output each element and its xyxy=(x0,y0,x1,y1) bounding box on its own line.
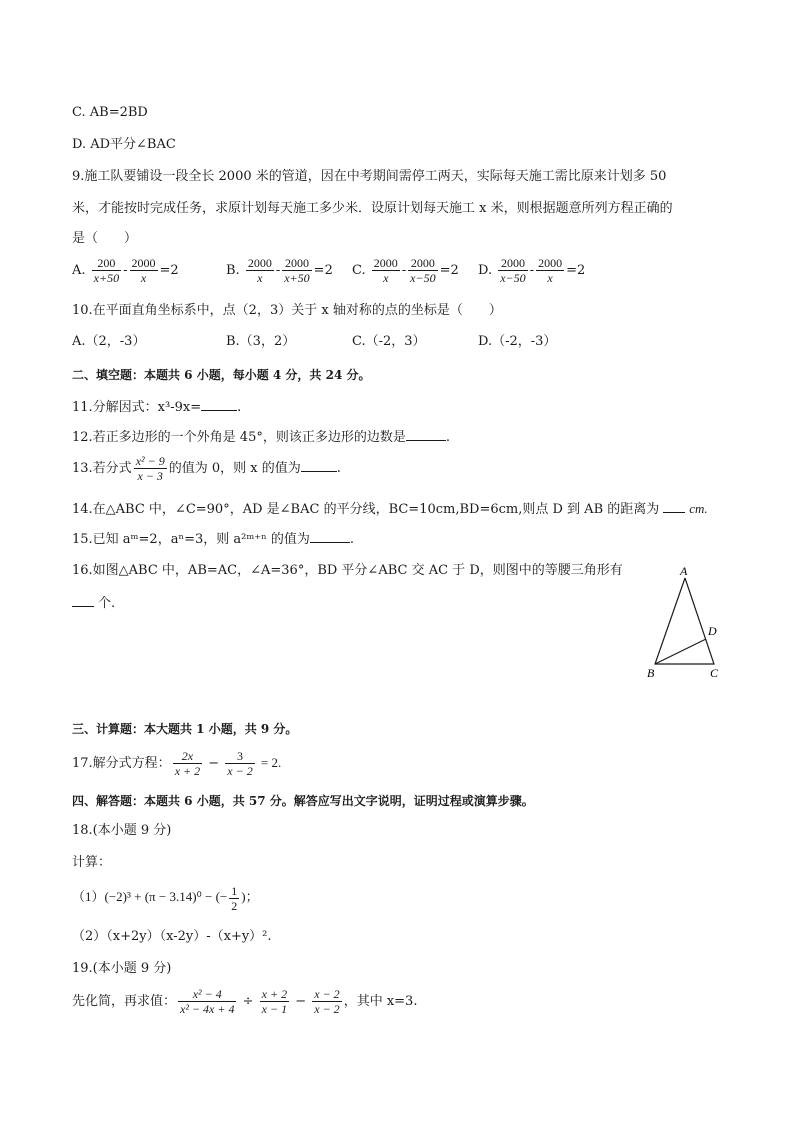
answer-blank xyxy=(663,500,685,513)
triangle-figure xyxy=(640,560,740,685)
fraction: $\frac{x + 2}{x - 1}$ xyxy=(261,987,288,1016)
q14: 14.在△ABC 中，∠C=90°，AD 是∠BAC 的平分线，BC=10cm,BD=6cm,则点 D 到 AB 的距离为 cm. xyxy=(72,501,708,517)
fraction: $\frac{2000}{x-50}$ xyxy=(410,256,436,285)
q16-text-1: 16.如图△ABC 中，AB=AC，∠A=36°，BD 平分∠ABC 交 AC 于 D，则图中的等腰三角形有 xyxy=(72,563,623,578)
fraction: $\frac{\text{x² − 9}}{x - 3}$ xyxy=(135,454,165,483)
vertex-label-c: C xyxy=(710,666,719,680)
q10-option-d: D.（-2，-3） xyxy=(478,334,557,349)
option-label: C. xyxy=(352,263,366,278)
fraction: $\frac{1}{2}$ xyxy=(231,883,238,913)
q9-option-d: D. $\frac{2000}{x-50}$ - $\frac{2000}{x}$ =2 xyxy=(478,256,586,285)
section-2-heading: 二、填空题：本题共 6 小题，每小题 4 分，共 24 分。 xyxy=(72,368,371,382)
answer-blank xyxy=(301,459,337,472)
q19-heading: 19.(本小题 9 分) xyxy=(72,961,172,976)
option-label: B. xyxy=(226,263,240,278)
q12: 12.若正多边形的一个外角是 45°，则该正多边形的边数是 . xyxy=(72,430,450,445)
fraction: $\frac{2000}{x-50}$ xyxy=(500,256,526,285)
fraction: $\frac{2000}{x+50}$ xyxy=(284,256,310,285)
fraction: $\frac{2000}{x}$ xyxy=(373,256,398,285)
fraction: $\frac{2x}{x + 2}$ xyxy=(174,749,201,778)
q16-text-2: 个. xyxy=(72,594,115,613)
fraction: $\frac{2000}{x}$ xyxy=(538,256,563,285)
vertex-label-d: D xyxy=(708,624,717,638)
fraction: $\frac{x - 2}{x - 2}$ xyxy=(314,987,340,1016)
q10-text: 10.在平面直角坐标系中，点（2，3）关于 x 轴对称的点的坐标是（ ） xyxy=(72,303,502,318)
q18-heading: 18.(本小题 9 分) xyxy=(72,823,172,838)
q8-option-c: C. AB=2BD xyxy=(72,105,148,120)
answer-blank xyxy=(201,398,237,411)
q9-option-b: B. $\frac{2000}{x}$ - $\frac{2000}{x+50}$ =2 xyxy=(226,256,333,285)
option-label: D. xyxy=(478,263,493,278)
q10-option-a: A.（2，-3） xyxy=(72,334,146,349)
q15: 15.已知 aᵐ=2，aⁿ=3，则 a²ᵐ⁺ⁿ 的值为 . xyxy=(72,532,355,547)
fraction: $\frac{2000}{x}$ xyxy=(247,256,272,285)
q8-option-d: D. AD平分∠BAC xyxy=(72,137,176,152)
answer-blank xyxy=(406,428,446,441)
section-3-heading: 三、计算题：本大题共 1 小题，共 9 分。 xyxy=(72,722,298,736)
q9-text-3: 是（ ） xyxy=(72,231,138,246)
q10-option-c: C.（-2，3） xyxy=(352,334,426,349)
answer-blank xyxy=(72,594,94,607)
q19-expression: 先化简，再求值： $\frac{\text{x² − 4}}{\text{x² − 4x + 4}}$ ÷ $\frac{x + 2}{x - 1}$ − $\frac{x - 2}{x - 2}$ ，其中 x=3. xyxy=(72,987,418,1016)
option-label: A. xyxy=(72,263,86,278)
q17: 17.解分式方程： $\frac{2x}{x + 2}$ − $\frac{3}{x - 2}$ = 2. xyxy=(72,749,282,778)
vertex-label-a: A xyxy=(680,564,688,578)
fraction: $\frac{\text{x² − 4}}{\text{x² − 4x + 4}}$ xyxy=(180,987,235,1016)
q9-text-2: 米，才能按时完成任务，求原计划每天施工多少米．设原计划每天施工 x 米，则根据题意所列方程正确的 xyxy=(72,201,673,216)
triangle-edges xyxy=(655,578,714,664)
q10-option-b: B.（3，2） xyxy=(226,334,296,349)
vertex-label-b: B xyxy=(647,666,655,680)
q9-option-a: A. $\frac{200}{x+50}$ - $\frac{2000}{x}$ =2 xyxy=(72,256,179,285)
fraction: $\frac{3}{x - 2}$ xyxy=(227,749,253,778)
q9-option-c: C. $\frac{2000}{x}$ - $\frac{2000}{x-50}$ =2 xyxy=(352,256,459,285)
q18-calc-label: 计算： xyxy=(72,855,112,870)
q9-text-1: 9.施工队要铺设一段全长 2000 米的管道，因在中考期间需停工两天，实际每天施工需比原来计划多 50 xyxy=(72,169,667,184)
fraction: $\frac{200}{x+50}$ xyxy=(93,256,120,285)
fraction: $\frac{2000}{x}$ xyxy=(131,256,156,285)
answer-blank xyxy=(310,530,350,543)
q18-part-2: （2）（x+2y）（x-2y）-（x+y）². xyxy=(72,929,272,944)
q11: 11.分解因式：x³-9x= . xyxy=(72,400,242,415)
q18-part-1: （1）(−2)³ + (π − 3.14)⁰ − (− $\frac{1}{2}$ )； xyxy=(72,883,259,913)
section-4-heading: 四、解答题：本题共 6 小题，共 57 分。解答应写出文字说明，证明过程或演算步骤。 xyxy=(72,794,534,808)
q13: 13.若分式 $\frac{\text{x² − 9}}{x - 3}$ 的值为 0，则 x 的值为 . xyxy=(72,454,341,483)
